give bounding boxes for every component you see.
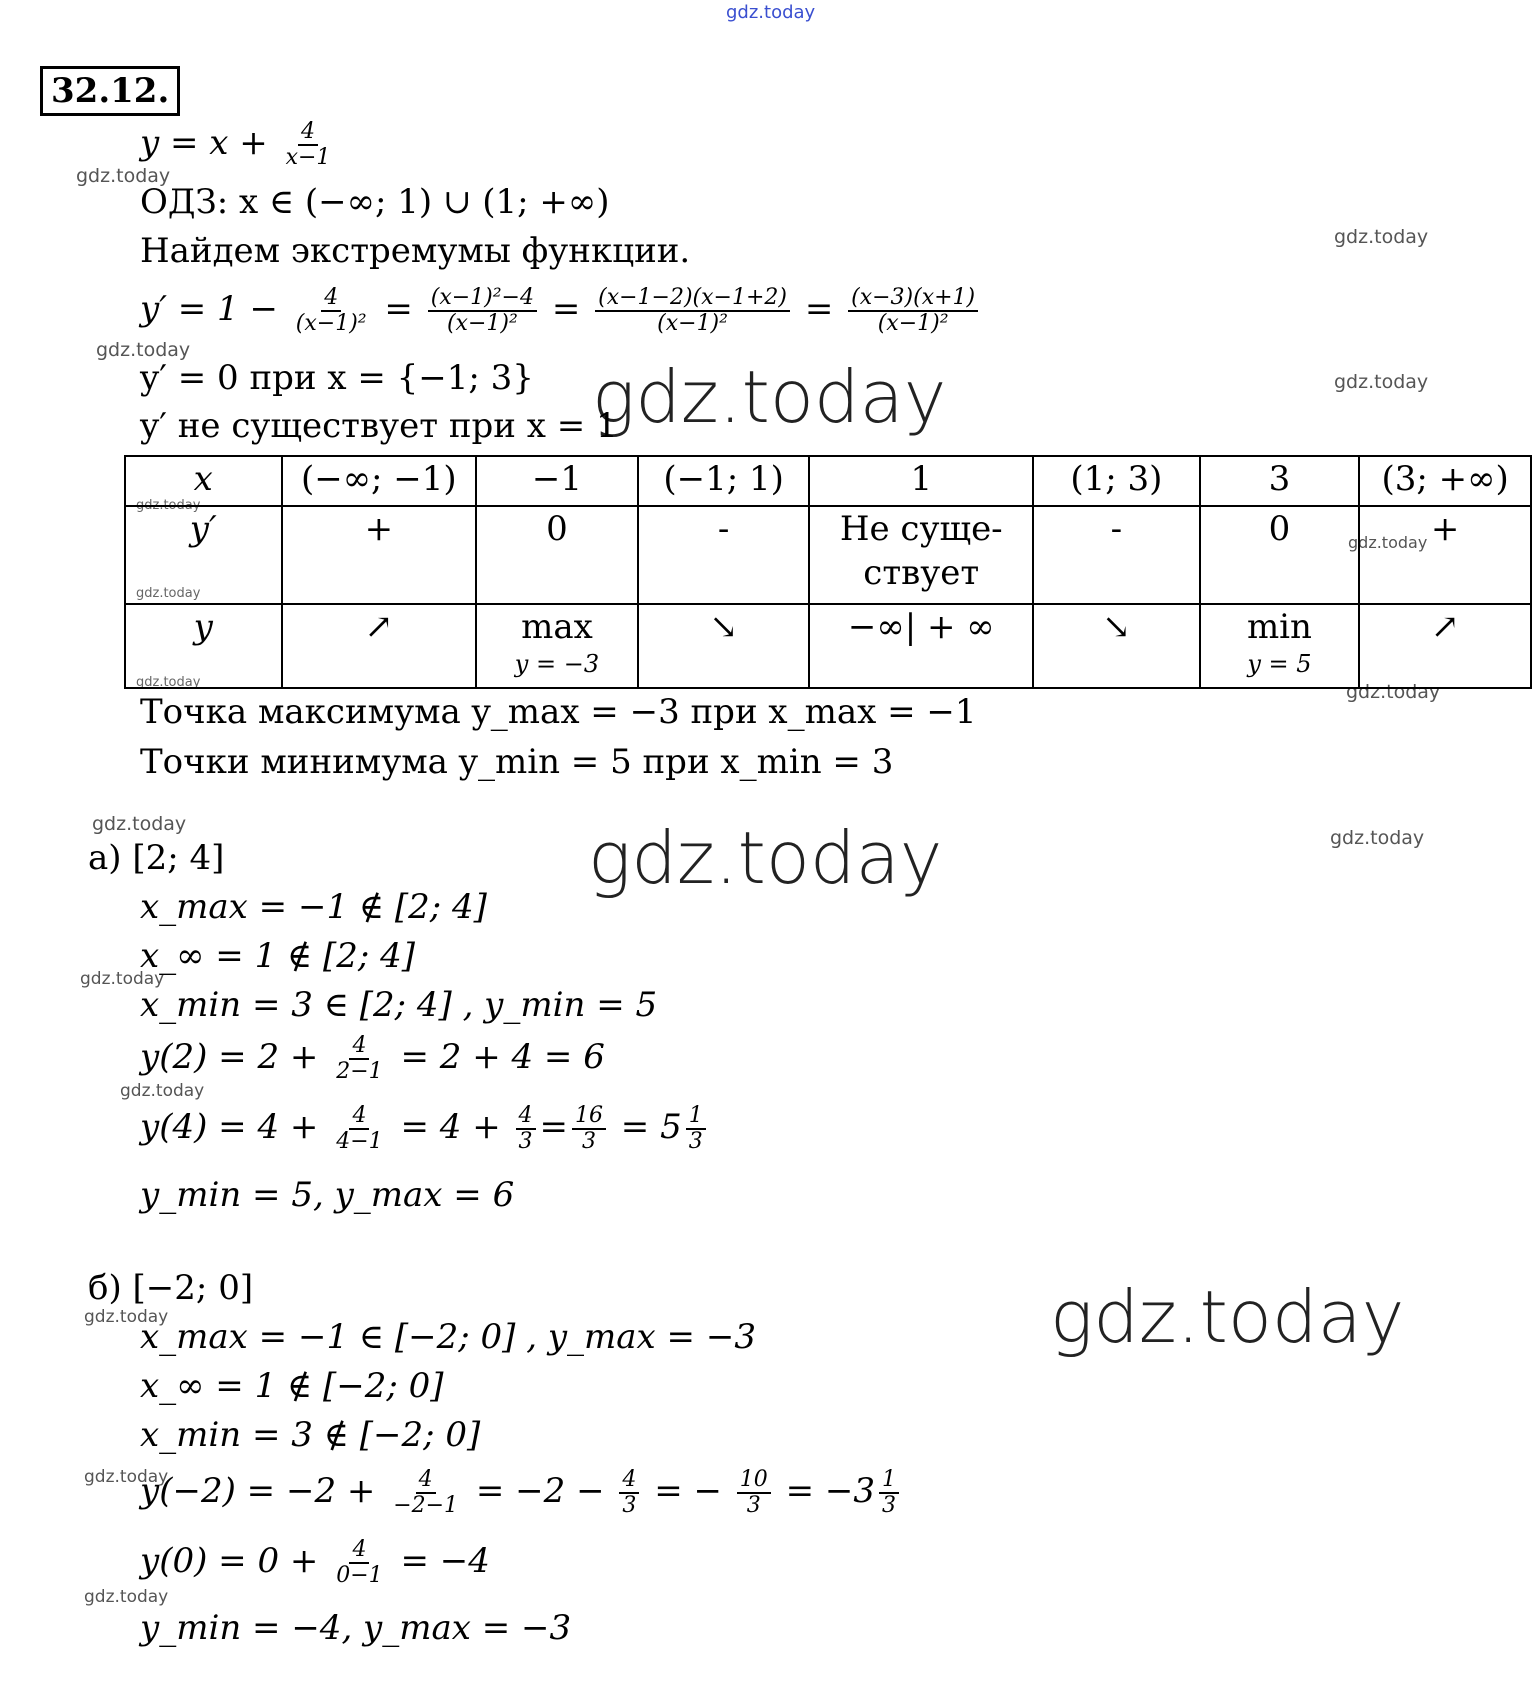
- critical-points-line: y′ = 0 при x = {−1; 3}: [140, 358, 534, 398]
- table-cell: (3; +∞): [1359, 456, 1531, 506]
- fraction: [333, 1538, 385, 1588]
- table-cell: 0: [1200, 506, 1360, 604]
- part-a-label: а) [2; 4]: [88, 838, 225, 878]
- fraction-numerator: 4: [619, 1468, 639, 1494]
- watermark-big: gdz.today: [592, 355, 947, 439]
- part-b-ym2: [140, 1468, 903, 1518]
- table-cell: (−1; 1): [638, 456, 810, 506]
- problem-number: 32.12.: [40, 66, 180, 116]
- fraction: [333, 1034, 385, 1084]
- watermark-small: gdz.today: [84, 1467, 169, 1487]
- cell-line: min: [1246, 607, 1312, 647]
- expr-whole: = 5: [610, 1107, 682, 1147]
- table-cell: (−∞; −1): [282, 456, 477, 506]
- table-cell: ↗: [282, 604, 477, 688]
- fraction-numerator: 4: [349, 1104, 369, 1130]
- watermark-tiny: gdz.today: [136, 586, 201, 601]
- table-cell: ↗: [1359, 604, 1531, 688]
- fraction: [879, 1468, 899, 1518]
- table-cell: 0: [476, 506, 638, 604]
- expr-lhs: y(−2) = −2 +: [140, 1471, 387, 1511]
- watermark-small: gdz.today: [92, 813, 187, 835]
- fraction-denominator: 4−1: [336, 1129, 383, 1154]
- cell-line: ствует: [863, 553, 980, 593]
- watermark-small: gdz.today: [1334, 371, 1429, 393]
- fraction-denominator: (x−1)²: [446, 311, 518, 336]
- watermark-small: gdz.today: [1348, 533, 1428, 552]
- fraction-numerator: 4: [516, 1104, 536, 1130]
- fraction: [619, 1468, 639, 1518]
- table-cell: [809, 506, 1033, 604]
- table-cell: +: [1359, 506, 1531, 604]
- expr-lhs: y(4) = 4 +: [140, 1107, 330, 1147]
- watermark-big: gdz.today: [588, 816, 943, 900]
- fraction-denominator: 2−1: [336, 1059, 383, 1084]
- part-b-y0: [140, 1538, 490, 1588]
- fraction-numerator: 1: [879, 1468, 899, 1494]
- watermark-tiny: gdz.today: [136, 498, 201, 513]
- watermark-small: gdz.today: [1330, 827, 1425, 849]
- function-definition: [140, 120, 337, 170]
- fraction-numerator: 4: [416, 1468, 436, 1494]
- fraction: [737, 1468, 771, 1518]
- fraction-denominator: 3: [882, 1493, 897, 1518]
- expr-mid: = 4 +: [389, 1107, 512, 1147]
- derivative-lhs: y′ = 1 −: [140, 289, 289, 329]
- fraction: [686, 1104, 706, 1154]
- watermark-small: gdz.today: [1334, 226, 1429, 248]
- max-point-line: Точка максимума y_max = −3 при x_max = −1: [140, 692, 977, 732]
- table-cell: ↘: [1033, 604, 1200, 688]
- function-lhs: y = x +: [140, 123, 279, 163]
- fraction-denominator: −2−1: [393, 1493, 459, 1518]
- part-b-line: x_max = −1 ∈ [−2; 0] , y_max = −3: [140, 1317, 756, 1357]
- cell-subvalue: y = 5: [1247, 650, 1312, 678]
- expr-rhs: = −4: [389, 1541, 490, 1581]
- part-a-result: y_min = 5, y_max = 6: [140, 1175, 515, 1215]
- fraction: [572, 1104, 606, 1154]
- watermark-tiny: gdz.today: [136, 675, 201, 690]
- watermark-small: gdz.today: [96, 339, 191, 361]
- table-cell: [476, 604, 638, 688]
- fraction-denominator: 0−1: [336, 1563, 383, 1588]
- table-cell: -: [638, 506, 810, 604]
- table-row-function: [125, 604, 1531, 688]
- part-a-y4: [140, 1104, 710, 1154]
- table-cell: −∞| + ∞: [809, 604, 1033, 688]
- fraction-denominator: x−1: [285, 145, 331, 170]
- fraction: [516, 1104, 536, 1154]
- fraction: [390, 1468, 461, 1518]
- equals-sign: =: [384, 289, 413, 329]
- fraction-denominator: 3: [622, 1493, 637, 1518]
- fraction-numerator: 4: [349, 1034, 369, 1060]
- table-row-x: [125, 456, 1531, 506]
- table-cell: 1: [809, 456, 1033, 506]
- fraction-numerator: (x−3)(x+1): [848, 286, 978, 312]
- fraction-numerator: (x−1)²−4: [428, 286, 537, 312]
- part-a-line: x_∞ = 1 ∉ [2; 4]: [140, 936, 416, 976]
- table-cell: -: [1033, 506, 1200, 604]
- watermark-small: gdz.today: [80, 969, 165, 989]
- cell-line: max: [521, 607, 593, 647]
- equals-sign: =: [804, 289, 834, 329]
- part-b-line: x_min = 3 ∉ [−2; 0]: [140, 1415, 481, 1455]
- watermark-small: gdz.today: [76, 165, 171, 187]
- derivative-fraction-4: [848, 286, 978, 336]
- watermark-big: gdz.today: [1050, 1275, 1405, 1359]
- watermark-small: gdz.today: [120, 1081, 205, 1101]
- fraction-numerator: 10: [737, 1468, 771, 1494]
- table-cell: 3: [1200, 456, 1360, 506]
- derivative-fraction-1: [293, 286, 370, 336]
- derivative-line: [140, 286, 982, 336]
- expr-lhs: y(2) = 2 +: [140, 1037, 330, 1077]
- table-cell: y′: [125, 506, 282, 604]
- expr-mid: = −: [643, 1471, 733, 1511]
- table-cell: x: [125, 456, 282, 506]
- table-cell: y: [125, 604, 282, 688]
- part-b-result: y_min = −4, y_max = −3: [140, 1608, 572, 1648]
- watermark-top: gdz.today: [726, 2, 816, 23]
- part-a-line: x_min = 3 ∈ [2; 4] , y_min = 5: [140, 985, 658, 1025]
- equals-sign: =: [539, 1107, 568, 1147]
- part-a-line: x_max = −1 ∉ [2; 4]: [140, 887, 487, 927]
- fraction-denominator: (x−1)²: [877, 311, 949, 336]
- fraction-numerator: 1: [686, 1104, 706, 1130]
- fraction-numerator: 16: [572, 1104, 606, 1130]
- cell-line: Не суще-: [839, 509, 1003, 549]
- expr-lhs: y(0) = 0 +: [140, 1541, 330, 1581]
- sign-table: [124, 455, 1532, 689]
- expr-whole: = −3: [774, 1471, 876, 1511]
- table-cell: (1; 3): [1033, 456, 1200, 506]
- part-b-label: б) [−2; 0]: [88, 1268, 254, 1308]
- fraction-denominator: 3: [582, 1129, 596, 1154]
- watermark-small: gdz.today: [84, 1587, 169, 1607]
- domain-line: ОДЗ: x ∈ (−∞; 1) ∪ (1; +∞): [140, 182, 610, 222]
- min-point-line: Точки минимума y_min = 5 при x_min = 3: [140, 742, 894, 782]
- fraction-denominator: 3: [746, 1493, 761, 1518]
- fraction-denominator: 3: [518, 1129, 533, 1154]
- function-fraction: [283, 120, 334, 170]
- watermark-small: gdz.today: [84, 1307, 169, 1327]
- fraction-denominator: (x−1)²: [657, 311, 728, 336]
- equals-sign: =: [551, 289, 581, 329]
- fraction-numerator: 4: [298, 120, 318, 146]
- fraction: [333, 1104, 385, 1154]
- fraction-numerator: 4: [349, 1538, 369, 1564]
- fraction-numerator: (x−1−2)(x−1+2): [595, 286, 790, 312]
- expr-mid: = −2 −: [465, 1471, 616, 1511]
- table-cell: [1200, 604, 1360, 688]
- table-cell: −1: [476, 456, 638, 506]
- derivative-fraction-2: [428, 286, 537, 336]
- cell-subvalue: y = −3: [514, 650, 600, 678]
- fraction-denominator: 3: [688, 1129, 703, 1154]
- part-b-line: x_∞ = 1 ∉ [−2; 0]: [140, 1366, 444, 1406]
- not-exists-line: y′ не существует при x = 1: [140, 406, 618, 446]
- fraction-denominator: (x−1)²: [295, 311, 367, 336]
- part-a-y2: [140, 1034, 605, 1084]
- table-row-derivative: [125, 506, 1531, 604]
- derivative-fraction-3: [595, 286, 790, 336]
- table-cell: ↘: [638, 604, 810, 688]
- table-cell: +: [282, 506, 477, 604]
- fraction-numerator: 4: [321, 286, 341, 312]
- expr-rhs: = 2 + 4 = 6: [389, 1037, 605, 1077]
- find-extrema-line: Найдем экстремумы функции.: [140, 231, 691, 271]
- watermark-small: gdz.today: [1346, 681, 1441, 703]
